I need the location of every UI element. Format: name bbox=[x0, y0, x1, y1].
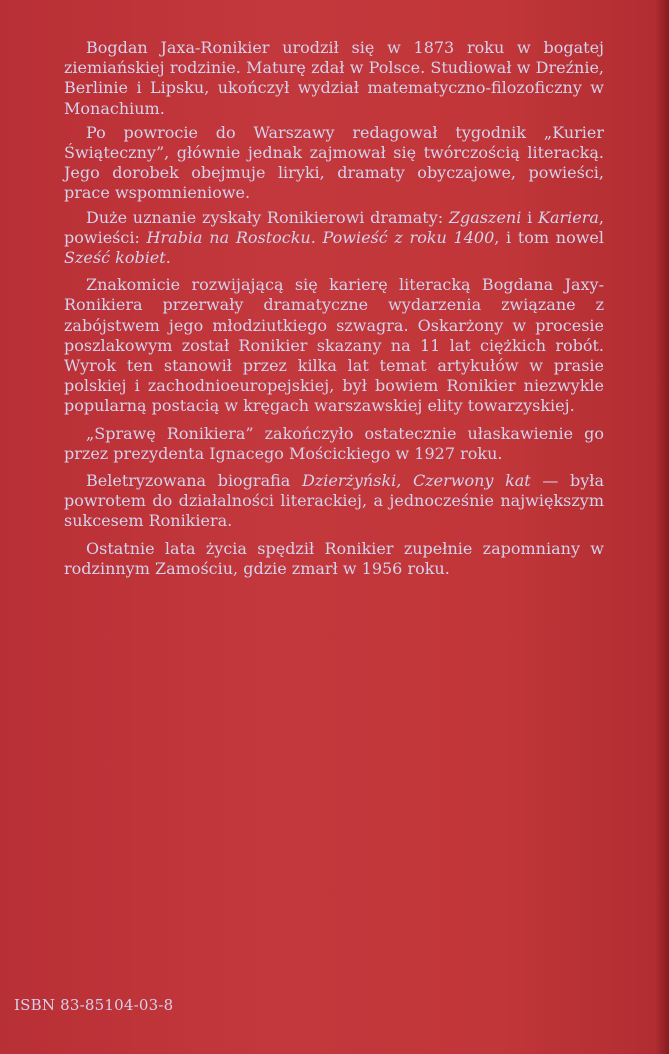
title-szesc-kobiet: Sześć kobiet bbox=[64, 248, 166, 268]
paragraph-3 bbox=[64, 208, 604, 269]
paragraph-6-text-a: Beletryzowana biografia bbox=[86, 471, 302, 491]
paragraph-6 bbox=[64, 471, 604, 532]
cover-edge-shadow bbox=[655, 0, 669, 1054]
paragraph-4-text: Znakomicie rozwijającą się karierę literacką Bogdana Jaxy-Ronikiera przerwały dramatyczne wydarzenia związane z zabójstwem jego młodziutkiego szwagra. Oskarżony w procesie poszlakowym został Ronikier skazany na 11 lat ciężkich robót. Wyrok ten stanowił przez kilka lat temat artykułów w prasie polskiej i zachodnioeuropejskiej, był bowiem Ronikier niezwykle popularną postacią w kręgach warszawskiej elity towarzyskiej. bbox=[64, 275, 604, 416]
title-zgaszeni: Zgaszeni bbox=[448, 207, 522, 227]
title-hrabia-na-rostocku: Hrabia na Rostocku. Powieść z roku 1400 bbox=[146, 227, 495, 247]
paragraph-2 bbox=[64, 123, 604, 204]
paragraph-5 bbox=[64, 424, 604, 464]
paragraph-7-text: Ostatnie lata życia spędził Ronikier zupełnie zapomniany w rodzinnym Zamościu, gdzie zmarł w 1956 roku. bbox=[64, 538, 604, 578]
title-kariera: Kariera bbox=[537, 207, 599, 227]
paragraph-1-text: Bogdan Jaxa-Ronikier urodził się w 1873 roku w bogatej ziemiańskiej rodzinie. Maturę zdał w Polsce. Studiował w Dreźnie, Berlinie i Lipsku, ukończył wydział matematyczno-filozoficzny w Monachium. bbox=[64, 38, 604, 118]
paragraph-3-text-c: , powieści: bbox=[64, 207, 604, 247]
paragraph-4 bbox=[64, 275, 604, 416]
biography-text bbox=[64, 38, 604, 586]
paragraph-1 bbox=[64, 38, 604, 119]
paragraph-6-text-b: — była powrotem do działalności literackiej, a jednocześnie największym sukcesem Ronikiera. bbox=[64, 471, 605, 531]
paragraph-7 bbox=[64, 539, 604, 579]
paragraph-3-text-e: . bbox=[165, 248, 171, 268]
paragraph-5-text: „Sprawę Ronikiera” zakończyło ostatecznie ułaskawienie go przez prezydenta Ignacego Mościckiego w 1927 roku. bbox=[64, 423, 604, 463]
title-dzierzynski: Dzierżyński, Czerwony kat bbox=[301, 471, 531, 491]
paragraph-3-text-d: , i tom nowel bbox=[494, 227, 605, 247]
paragraph-2-text: Po powrocie do Warszawy redagował tygodnik „Kurier Świąteczny”, głównie jednak zajmował się twórczością literacką. Jego dorobek obejmuje liryki, dramaty obyczajowe, powieści, prace wspomnieniowe. bbox=[64, 122, 604, 203]
paragraph-3-text-b: i bbox=[521, 207, 538, 227]
isbn-number: ISBN 83-85104-03-8 bbox=[14, 996, 174, 1014]
paragraph-3-text-a: Duże uznanie zyskały Ronikierowi dramaty: bbox=[86, 207, 449, 227]
